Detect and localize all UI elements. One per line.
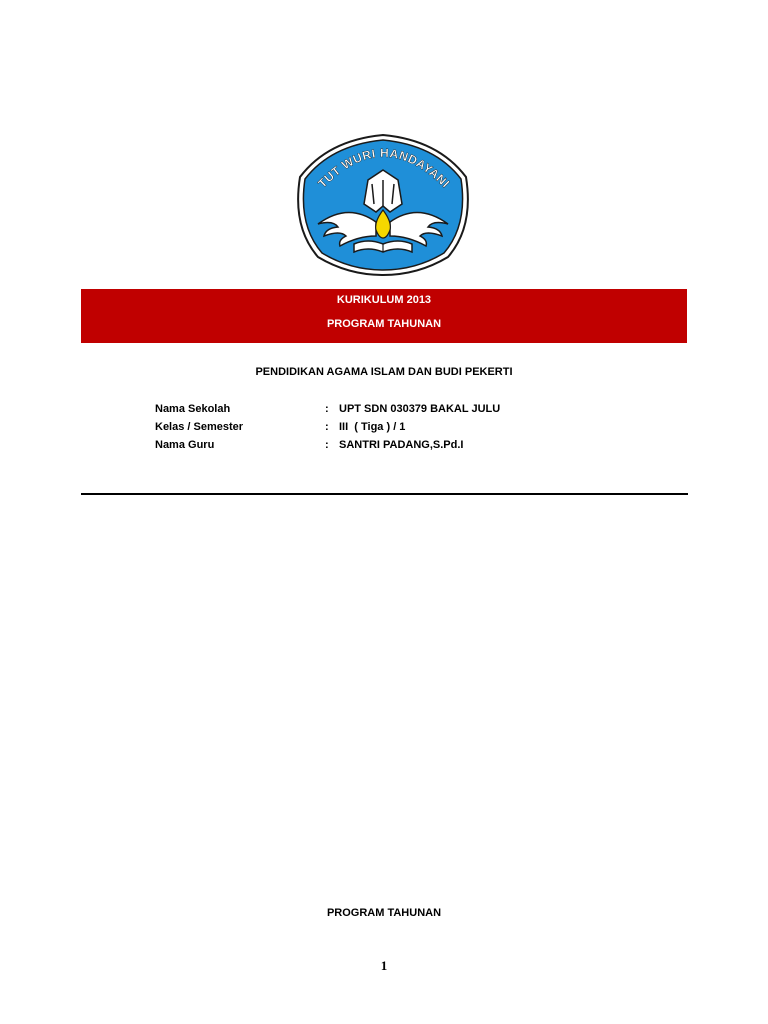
- tut-wuri-handayani-logo: [288, 132, 478, 277]
- info-row-teacher: [155, 439, 575, 457]
- teacher-value: SANTRI PADANG,S.Pd.I: [339, 439, 464, 451]
- info-row-school: [155, 403, 575, 421]
- colon: :: [325, 439, 329, 451]
- header-banner: [81, 289, 687, 343]
- horizontal-divider: [81, 493, 688, 495]
- curriculum-title: KURIKULUM 2013: [336, 294, 432, 306]
- program-title: PROGRAM TAHUNAN: [326, 318, 442, 330]
- info-row-class: [155, 421, 575, 439]
- colon: :: [325, 403, 329, 415]
- school-value: UPT SDN 030379 BAKAL JULU: [339, 403, 501, 415]
- footer-title: PROGRAM TAHUNAN: [326, 907, 442, 919]
- page-number: 1: [380, 958, 388, 973]
- teacher-label: Nama Guru: [155, 439, 215, 451]
- svg-text:TUT WURI HANDAYANI: TUT WURI HANDAYANI: [315, 145, 453, 191]
- class-value: III ( Tiga ) / 1: [339, 421, 406, 433]
- identity-table: [155, 403, 575, 457]
- school-label: Nama Sekolah: [155, 403, 231, 415]
- subject-title: PENDIDIKAN AGAMA ISLAM DAN BUDI PEKERTI: [255, 366, 513, 378]
- colon: :: [325, 421, 329, 433]
- class-label: Kelas / Semester: [155, 421, 244, 433]
